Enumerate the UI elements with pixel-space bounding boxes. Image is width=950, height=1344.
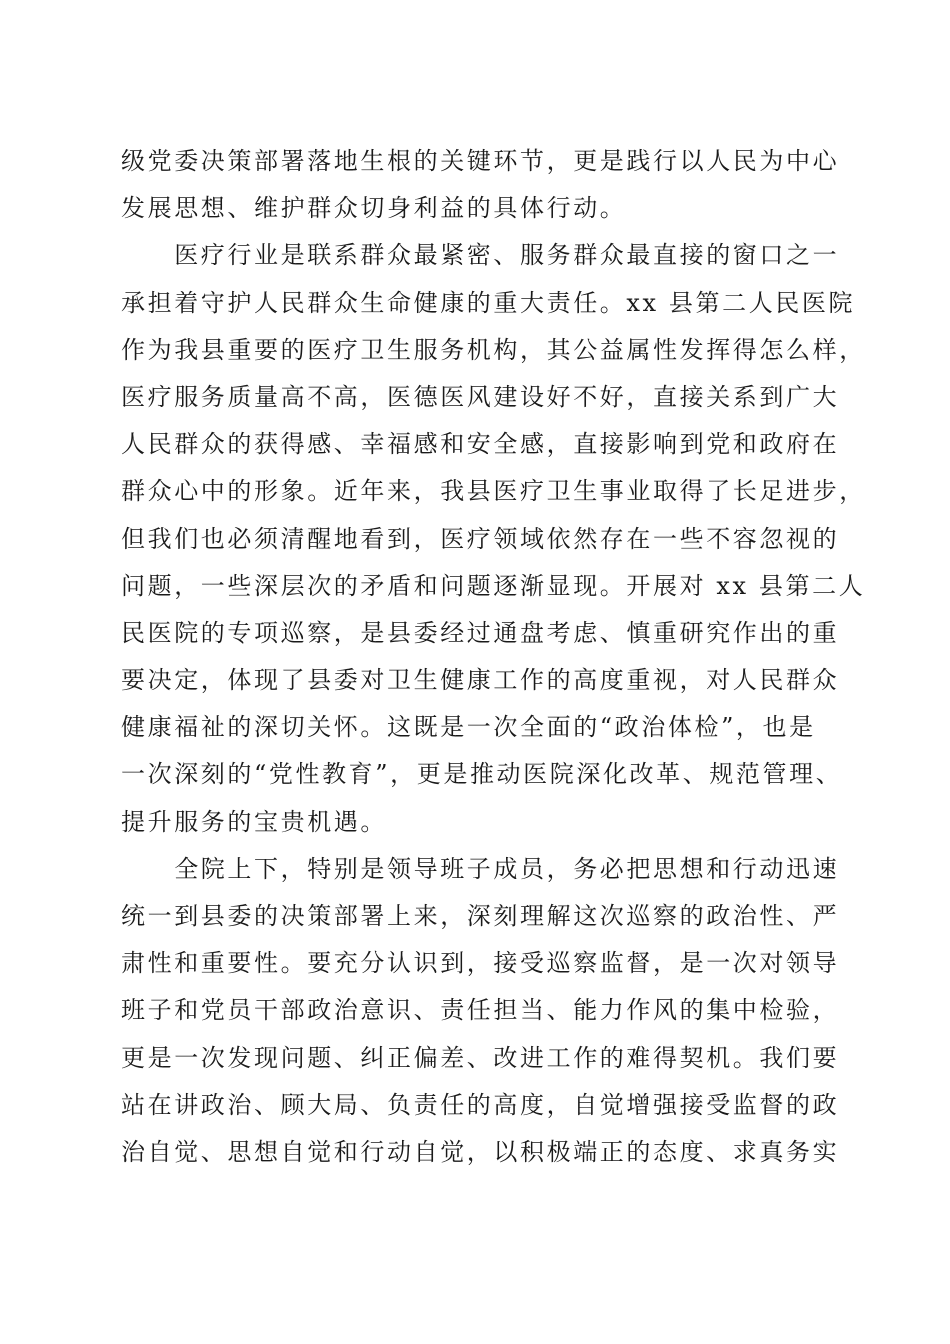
text-line: 一次深刻的“党性教育”，更是推动医院深化改革、规范管理、	[121, 760, 843, 789]
text-line: 民医院的专项巡察，是县委经过通盘考虑、慎重研究作出的重	[121, 618, 840, 647]
text-line: 更是一次发现问题、纠正偏差、改进工作的难得契机。我们要	[121, 1043, 840, 1072]
text-line: 级党委决策部署落地生根的关键环节，更是践行以人民为中心	[121, 147, 840, 175]
text-line: 发展思想、维护群众切身利益的具体行动。	[121, 194, 627, 223]
text-line: 作为我县重要的医疗卫生服务机构，其公益属性发挥得怎么样，	[121, 335, 866, 364]
text-line: 班子和党员干部政治意识、责任担当、能力作风的集中检验，	[121, 996, 840, 1025]
text-line: 全院上下，特别是领导班子成员，务必把思想和行动迅速	[121, 854, 840, 883]
text-line: 健康福祉的深切关怀。这既是一次全面的“政治体检”，也是	[121, 713, 816, 742]
text-line: 医疗行业是联系群众最紧密、服务群众最直接的窗口之一	[121, 241, 840, 270]
text-line: 群众心中的形象。近年来，我县医疗卫生事业取得了长足进步，	[121, 477, 866, 506]
text-line: 医疗服务质量高不高，医德医风建设好不好，直接关系到广大	[121, 382, 840, 411]
text-line: 站在讲政治、顾大局、负责任的高度，自觉增强接受监督的政	[121, 1090, 840, 1119]
text-line: 承担着守护人民群众生命健康的重大责任。xx 县第二人民医院	[121, 288, 856, 317]
text-line: 但我们也必须清醒地看到，医疗领域依然存在一些不容忽视的	[121, 524, 840, 553]
text-line: 问题，一些深层次的矛盾和问题逐渐显现。开展对 xx 县第二人	[121, 571, 866, 600]
text-line: 提升服务的宝贵机遇。	[121, 807, 387, 836]
text-line: 肃性和重要性。要充分认识到，接受巡察监督，是一次对领导	[121, 949, 840, 978]
text-line: 治自觉、思想自觉和行动自觉，以积极端正的态度、求真务实	[121, 1137, 840, 1166]
text-line: 要决定，体现了县委对卫生健康工作的高度重视，对人民群众	[121, 666, 840, 695]
document-body	[121, 138, 866, 1176]
text-line: 统一到县委的决策部署上来，深刻理解这次巡察的政治性、严	[121, 902, 840, 930]
text-line: 人民群众的获得感、幸福感和安全感，直接影响到党和政府在	[121, 430, 840, 459]
